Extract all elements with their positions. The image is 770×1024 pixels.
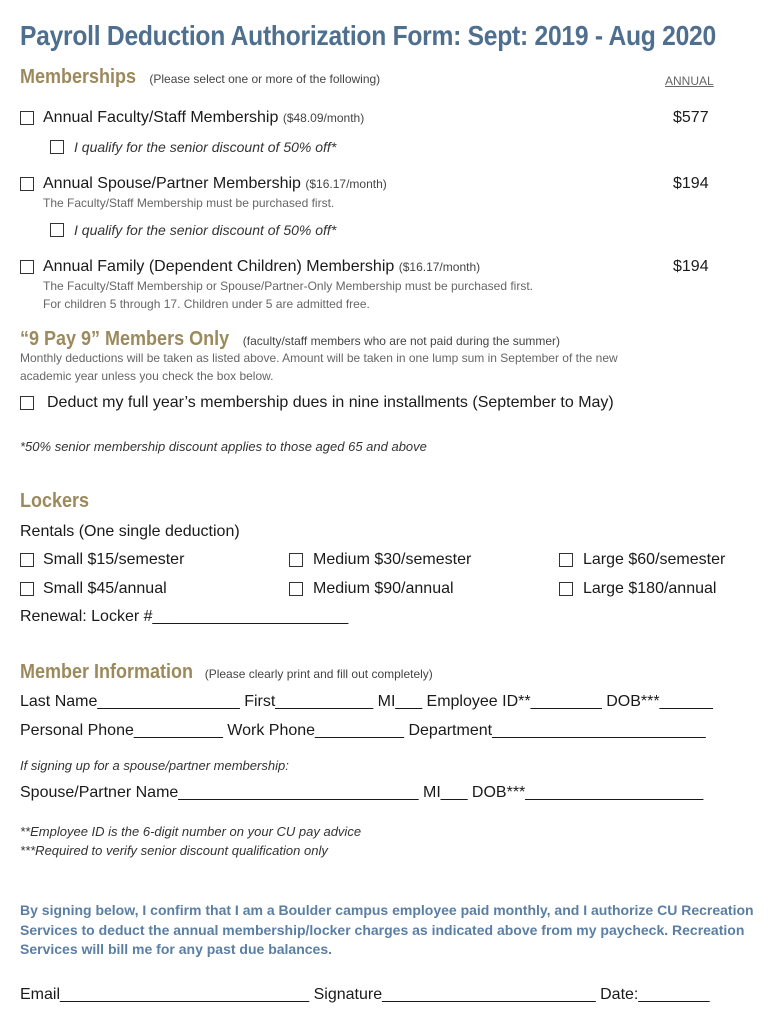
faculty-membership-row bbox=[43, 109, 364, 127]
family-membership-price: $194 bbox=[673, 258, 709, 275]
memberships-note: (Please select one or more of the following) bbox=[149, 72, 381, 86]
nine-pay-description-2: academic year unless you check the box below. bbox=[20, 369, 274, 383]
locker-small-semester-checkbox[interactable] bbox=[20, 553, 34, 567]
memberships-section-header bbox=[20, 66, 380, 89]
family-membership-monthly: ($16.17/month) bbox=[398, 260, 481, 274]
family-membership-row bbox=[43, 258, 480, 276]
locker-large-semester-checkbox[interactable] bbox=[559, 553, 573, 567]
locker-large-annual-label: Large $180/annual bbox=[583, 580, 717, 597]
spouse-membership-price: $194 bbox=[673, 175, 709, 192]
nine-pay-note: (faculty/staff members who are not paid during the summer) bbox=[242, 334, 561, 348]
spouse-membership-checkbox[interactable] bbox=[20, 177, 34, 191]
family-membership-label: Annual Family (Dependent Children) Membership bbox=[43, 258, 395, 275]
member-info-section-header bbox=[20, 661, 433, 684]
locker-small-annual-checkbox[interactable] bbox=[20, 582, 34, 596]
spouse-senior-checkbox[interactable] bbox=[50, 223, 64, 237]
authorization-statement: By signing below, I confirm that I am a Boulder campus employee paid monthly, and I authorize CU Recreation Services to deduct the annual membership/locker charges as indicated above from my paycheck. Recreation Services will bill me for any past due balances. bbox=[20, 902, 754, 957]
locker-medium-semester-label: Medium $30/semester bbox=[313, 551, 472, 568]
faculty-senior-checkbox[interactable] bbox=[50, 140, 64, 154]
family-membership-note-1: The Faculty/Staff Membership or Spouse/Partner-Only Membership must be purchased first. bbox=[43, 279, 533, 293]
memberships-heading: Memberships bbox=[20, 66, 137, 88]
nine-pay-heading: “9 Pay 9” Members Only bbox=[20, 328, 230, 350]
locker-rentals-label: Rentals (One single deduction) bbox=[20, 523, 240, 540]
faculty-membership-checkbox[interactable] bbox=[20, 111, 34, 125]
nine-pay-description-1: Monthly deductions will be taken as listed above. Amount will be taken in one lump sum in September of the new bbox=[20, 351, 618, 365]
spouse-membership-label: Annual Spouse/Partner Membership bbox=[43, 175, 301, 192]
form-title: Payroll Deduction Authorization Form: Sept: 2019 - Aug 2020 bbox=[20, 20, 716, 51]
faculty-membership-label: Annual Faculty/Staff Membership bbox=[43, 109, 279, 126]
locker-medium-semester-checkbox[interactable] bbox=[289, 553, 303, 567]
locker-renewal-field[interactable]: Renewal: Locker #______________________ bbox=[20, 608, 349, 625]
member-name-line[interactable]: Last Name________________ First___________ MI___ Employee ID**________ DOB***______ bbox=[20, 693, 713, 710]
spouse-name-line[interactable]: Spouse/Partner Name___________________________ MI___ DOB***____________________ bbox=[20, 784, 704, 801]
spouse-membership-row bbox=[43, 175, 387, 193]
family-membership-checkbox[interactable] bbox=[20, 260, 34, 274]
spouse-membership-note: The Faculty/Staff Membership must be purchased first. bbox=[43, 196, 335, 210]
lockers-heading: Lockers bbox=[20, 490, 90, 512]
faculty-membership-monthly: ($48.09/month) bbox=[282, 111, 365, 125]
member-info-note: (Please clearly print and fill out completely) bbox=[204, 667, 433, 681]
family-membership-note-2: For children 5 through 17. Children under 5 are admitted free. bbox=[43, 297, 370, 311]
nine-installments-label: Deduct my full year’s membership dues in nine installments (September to May) bbox=[47, 394, 614, 411]
locker-medium-annual-checkbox[interactable] bbox=[289, 582, 303, 596]
locker-large-annual-checkbox[interactable] bbox=[559, 582, 573, 596]
nine-installments-checkbox[interactable] bbox=[20, 396, 34, 410]
nine-pay-section-header bbox=[20, 328, 560, 351]
locker-small-annual-label: Small $45/annual bbox=[43, 580, 167, 597]
locker-large-semester-label: Large $60/semester bbox=[583, 551, 726, 568]
spouse-membership-monthly: ($16.17/month) bbox=[305, 177, 387, 191]
spouse-senior-label: I qualify for the senior discount of 50% off* bbox=[74, 222, 337, 238]
employee-id-footnote: **Employee ID is the 6-digit number on your CU pay advice bbox=[20, 824, 362, 839]
dob-footnote: ***Required to verify senior discount qualification only bbox=[20, 843, 328, 858]
member-phone-line[interactable]: Personal Phone__________ Work Phone__________ Department________________________ bbox=[20, 722, 706, 739]
member-info-heading: Member Information bbox=[20, 661, 194, 683]
faculty-membership-price: $577 bbox=[673, 109, 709, 126]
annual-column-label: ANNUAL bbox=[665, 74, 714, 88]
locker-medium-annual-label: Medium $90/annual bbox=[313, 580, 454, 597]
spouse-signup-intro: If signing up for a spouse/partner membership: bbox=[20, 758, 289, 773]
signature-line[interactable]: Email____________________________ Signature________________________ Date:________ bbox=[20, 986, 710, 1003]
senior-discount-footnote: *50% senior membership discount applies to those aged 65 and above bbox=[20, 439, 427, 454]
locker-small-semester-label: Small $15/semester bbox=[43, 551, 185, 568]
faculty-senior-label: I qualify for the senior discount of 50% off* bbox=[74, 139, 337, 155]
